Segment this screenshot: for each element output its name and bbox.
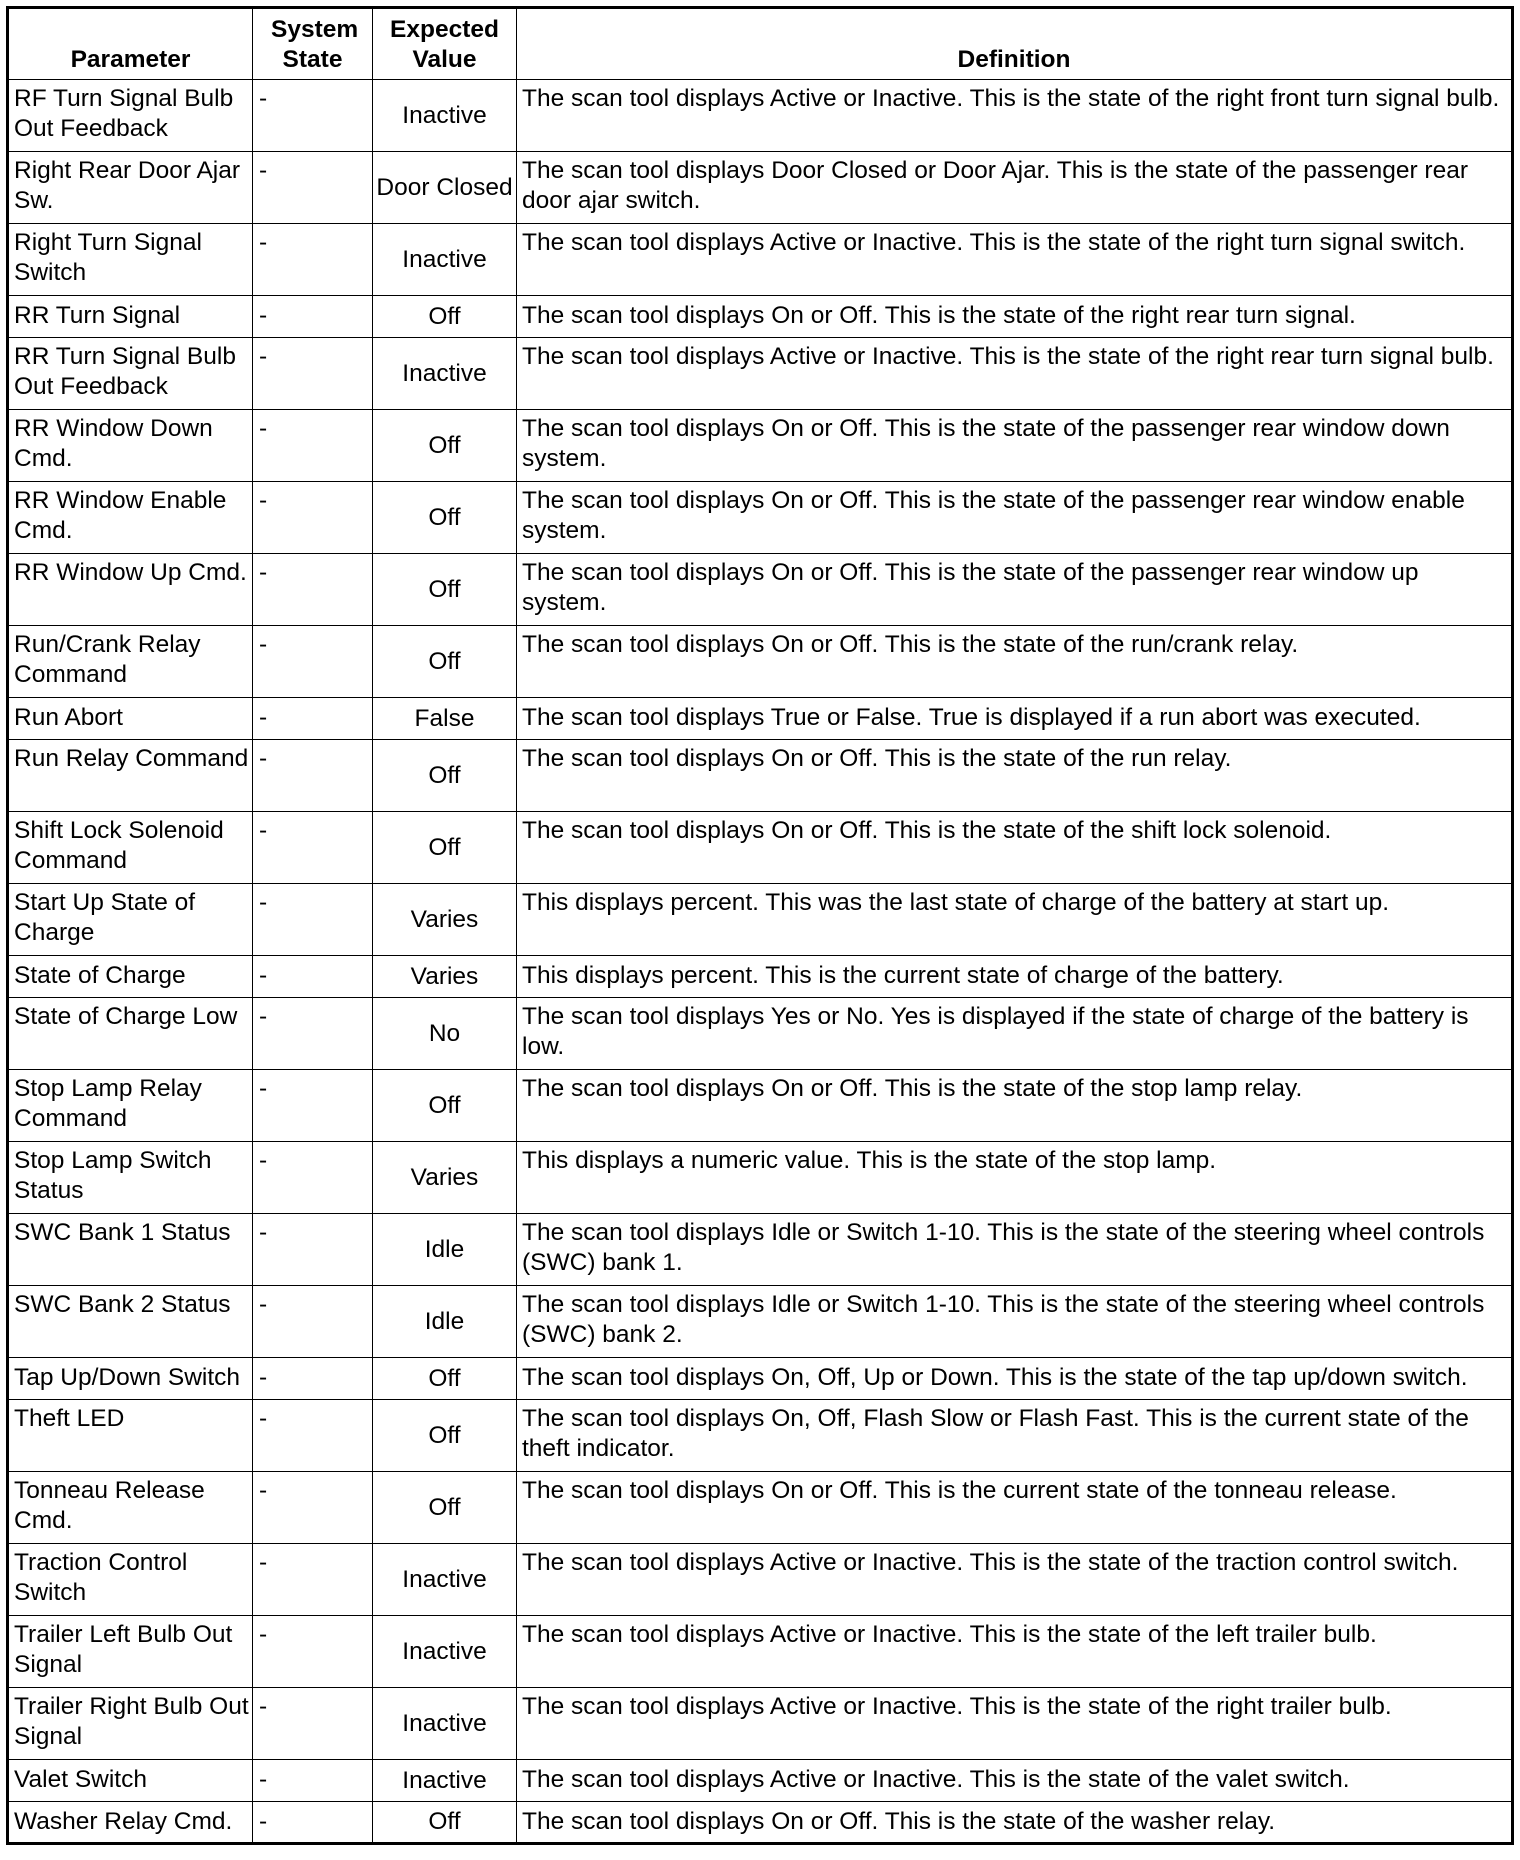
cell-parameter: SWC Bank 2 Status	[8, 1286, 253, 1358]
table-row	[8, 1472, 1513, 1544]
table-row	[8, 1286, 1513, 1358]
cell-expected-value: Door Closed	[373, 152, 517, 224]
cell-expected-value: Varies	[373, 884, 517, 956]
cell-expected-value: Off	[373, 812, 517, 884]
cell-system-state: -	[253, 1616, 373, 1688]
table-row	[8, 1760, 1513, 1802]
cell-expected-value: False	[373, 698, 517, 740]
cell-definition: This displays a numeric value. This is the state of the stop lamp.	[517, 1142, 1513, 1214]
table-row	[8, 1358, 1513, 1400]
cell-definition: The scan tool displays On or Off. This is the state of the stop lamp relay.	[517, 1070, 1513, 1142]
cell-system-state: -	[253, 1142, 373, 1214]
cell-expected-value: Inactive	[373, 1616, 517, 1688]
cell-expected-value: Inactive	[373, 1760, 517, 1802]
cell-system-state: -	[253, 1472, 373, 1544]
cell-system-state: -	[253, 80, 373, 152]
cell-expected-value: Inactive	[373, 338, 517, 410]
table-row	[8, 410, 1513, 482]
cell-parameter: Trailer Left Bulb Out Signal	[8, 1616, 253, 1688]
cell-definition: The scan tool displays Door Closed or Door Ajar. This is the state of the passenger rear door ajar switch.	[517, 152, 1513, 224]
cell-parameter: RF Turn Signal Bulb Out Feedback	[8, 80, 253, 152]
header-system-state: System State	[253, 8, 373, 80]
cell-expected-value: No	[373, 998, 517, 1070]
header-expected-value: Expected Value	[373, 8, 517, 80]
parameter-table	[6, 6, 1514, 1845]
cell-expected-value: Inactive	[373, 1544, 517, 1616]
table-row	[8, 1688, 1513, 1760]
cell-system-state: -	[253, 884, 373, 956]
cell-system-state: -	[253, 296, 373, 338]
cell-system-state: -	[253, 812, 373, 884]
cell-definition: This displays percent. This was the last state of charge of the battery at start up.	[517, 884, 1513, 956]
cell-expected-value: Off	[373, 410, 517, 482]
cell-parameter: RR Window Up Cmd.	[8, 554, 253, 626]
cell-parameter: Right Rear Door Ajar Sw.	[8, 152, 253, 224]
cell-expected-value: Idle	[373, 1214, 517, 1286]
cell-definition: The scan tool displays Active or Inactive. This is the state of the right trailer bulb.	[517, 1688, 1513, 1760]
cell-expected-value: Off	[373, 1070, 517, 1142]
cell-system-state: -	[253, 410, 373, 482]
cell-expected-value: Inactive	[373, 224, 517, 296]
cell-expected-value: Idle	[373, 1286, 517, 1358]
cell-parameter: Trailer Right Bulb Out Signal	[8, 1688, 253, 1760]
table-row	[8, 1400, 1513, 1472]
cell-system-state: -	[253, 698, 373, 740]
cell-system-state: -	[253, 1544, 373, 1616]
cell-system-state: -	[253, 740, 373, 812]
cell-parameter: Tonneau Release Cmd.	[8, 1472, 253, 1544]
header-definition: Definition	[517, 8, 1513, 80]
cell-system-state: -	[253, 1214, 373, 1286]
cell-parameter: Run Abort	[8, 698, 253, 740]
cell-parameter: RR Turn Signal	[8, 296, 253, 338]
table-row	[8, 554, 1513, 626]
cell-parameter: Stop Lamp Relay Command	[8, 1070, 253, 1142]
table-row	[8, 998, 1513, 1070]
cell-parameter: Shift Lock Solenoid Command	[8, 812, 253, 884]
cell-parameter: Traction Control Switch	[8, 1544, 253, 1616]
cell-definition: The scan tool displays On, Off, Flash Slow or Flash Fast. This is the current state of the theft indicator.	[517, 1400, 1513, 1472]
cell-parameter: Run/Crank Relay Command	[8, 626, 253, 698]
document-page	[6, 6, 1514, 1845]
header-row	[8, 8, 1513, 80]
cell-parameter: SWC Bank 1 Status	[8, 1214, 253, 1286]
cell-definition: The scan tool displays On or Off. This is the current state of the tonneau release.	[517, 1472, 1513, 1544]
table-row	[8, 1616, 1513, 1688]
cell-system-state: -	[253, 1400, 373, 1472]
cell-expected-value: Off	[373, 1400, 517, 1472]
cell-expected-value: Inactive	[373, 1688, 517, 1760]
cell-definition: The scan tool displays On or Off. This is the state of the passenger rear window down system.	[517, 410, 1513, 482]
cell-system-state: -	[253, 1802, 373, 1844]
cell-expected-value: Off	[373, 740, 517, 812]
cell-parameter: Theft LED	[8, 1400, 253, 1472]
cell-system-state: -	[253, 482, 373, 554]
cell-system-state: -	[253, 998, 373, 1070]
cell-system-state: -	[253, 554, 373, 626]
cell-parameter: Valet Switch	[8, 1760, 253, 1802]
cell-system-state: -	[253, 338, 373, 410]
cell-parameter: RR Window Enable Cmd.	[8, 482, 253, 554]
cell-definition: The scan tool displays On or Off. This is the state of the run relay.	[517, 740, 1513, 812]
cell-definition: The scan tool displays On or Off. This is the state of the run/crank relay.	[517, 626, 1513, 698]
cell-definition: The scan tool displays On, Off, Up or Down. This is the state of the tap up/down switch.	[517, 1358, 1513, 1400]
cell-parameter: State of Charge Low	[8, 998, 253, 1070]
table-row	[8, 1070, 1513, 1142]
cell-expected-value: Varies	[373, 1142, 517, 1214]
cell-parameter: RR Window Down Cmd.	[8, 410, 253, 482]
cell-parameter: Start Up State of Charge	[8, 884, 253, 956]
cell-definition: The scan tool displays On or Off. This is the state of the right rear turn signal.	[517, 296, 1513, 338]
table-row	[8, 80, 1513, 152]
cell-definition: The scan tool displays On or Off. This is the state of the passenger rear window enable system.	[517, 482, 1513, 554]
cell-system-state: -	[253, 224, 373, 296]
cell-system-state: -	[253, 1358, 373, 1400]
table-row	[8, 812, 1513, 884]
cell-system-state: -	[253, 1760, 373, 1802]
table-row	[8, 1142, 1513, 1214]
cell-expected-value: Off	[373, 1358, 517, 1400]
cell-expected-value: Inactive	[373, 80, 517, 152]
cell-system-state: -	[253, 956, 373, 998]
cell-definition: The scan tool displays On or Off. This is the state of the passenger rear window up system.	[517, 554, 1513, 626]
cell-definition: The scan tool displays Active or Inactive. This is the state of the right rear turn signal bulb.	[517, 338, 1513, 410]
table-row	[8, 338, 1513, 410]
table-row	[8, 224, 1513, 296]
table-row	[8, 152, 1513, 224]
cell-parameter: Stop Lamp Switch Status	[8, 1142, 253, 1214]
table-body	[8, 80, 1513, 1844]
table-row	[8, 1214, 1513, 1286]
table-row	[8, 482, 1513, 554]
cell-parameter: Washer Relay Cmd.	[8, 1802, 253, 1844]
cell-system-state: -	[253, 626, 373, 698]
table-row	[8, 884, 1513, 956]
cell-parameter: RR Turn Signal Bulb Out Feedback	[8, 338, 253, 410]
table-header	[8, 8, 1513, 80]
table-row	[8, 1802, 1513, 1844]
cell-expected-value: Varies	[373, 956, 517, 998]
cell-definition: The scan tool displays Active or Inactive. This is the state of the right turn signal switch.	[517, 224, 1513, 296]
cell-definition: The scan tool displays Active or Inactive. This is the state of the right front turn signal bulb.	[517, 80, 1513, 152]
cell-definition: The scan tool displays Active or Inactive. This is the state of the valet switch.	[517, 1760, 1513, 1802]
cell-definition: The scan tool displays Idle or Switch 1-10. This is the state of the steering wheel controls (SWC) bank 1.	[517, 1214, 1513, 1286]
table-row	[8, 956, 1513, 998]
cell-system-state: -	[253, 1688, 373, 1760]
cell-definition: The scan tool displays On or Off. This is the state of the shift lock solenoid.	[517, 812, 1513, 884]
cell-system-state: -	[253, 152, 373, 224]
cell-parameter: Tap Up/Down Switch	[8, 1358, 253, 1400]
cell-expected-value: Off	[373, 482, 517, 554]
cell-parameter: Right Turn Signal Switch	[8, 224, 253, 296]
cell-system-state: -	[253, 1070, 373, 1142]
cell-system-state: -	[253, 1286, 373, 1358]
cell-definition: The scan tool displays Active or Inactive. This is the state of the traction control switch.	[517, 1544, 1513, 1616]
table-row	[8, 296, 1513, 338]
cell-parameter: Run Relay Command	[8, 740, 253, 812]
cell-definition: The scan tool displays True or False. True is displayed if a run abort was executed.	[517, 698, 1513, 740]
table-row	[8, 1544, 1513, 1616]
header-parameter: Parameter	[8, 8, 253, 80]
cell-parameter: State of Charge	[8, 956, 253, 998]
cell-expected-value: Off	[373, 554, 517, 626]
cell-definition: The scan tool displays On or Off. This is the state of the washer relay.	[517, 1802, 1513, 1844]
table-row	[8, 626, 1513, 698]
cell-expected-value: Off	[373, 1472, 517, 1544]
cell-expected-value: Off	[373, 626, 517, 698]
cell-definition: The scan tool displays Idle or Switch 1-10. This is the state of the steering wheel controls (SWC) bank 2.	[517, 1286, 1513, 1358]
table-row	[8, 740, 1513, 812]
cell-definition: The scan tool displays Active or Inactive. This is the state of the left trailer bulb.	[517, 1616, 1513, 1688]
table-row	[8, 698, 1513, 740]
cell-definition: The scan tool displays Yes or No. Yes is displayed if the state of charge of the battery is low.	[517, 998, 1513, 1070]
cell-expected-value: Off	[373, 296, 517, 338]
cell-definition: This displays percent. This is the current state of charge of the battery.	[517, 956, 1513, 998]
cell-expected-value: Off	[373, 1802, 517, 1844]
